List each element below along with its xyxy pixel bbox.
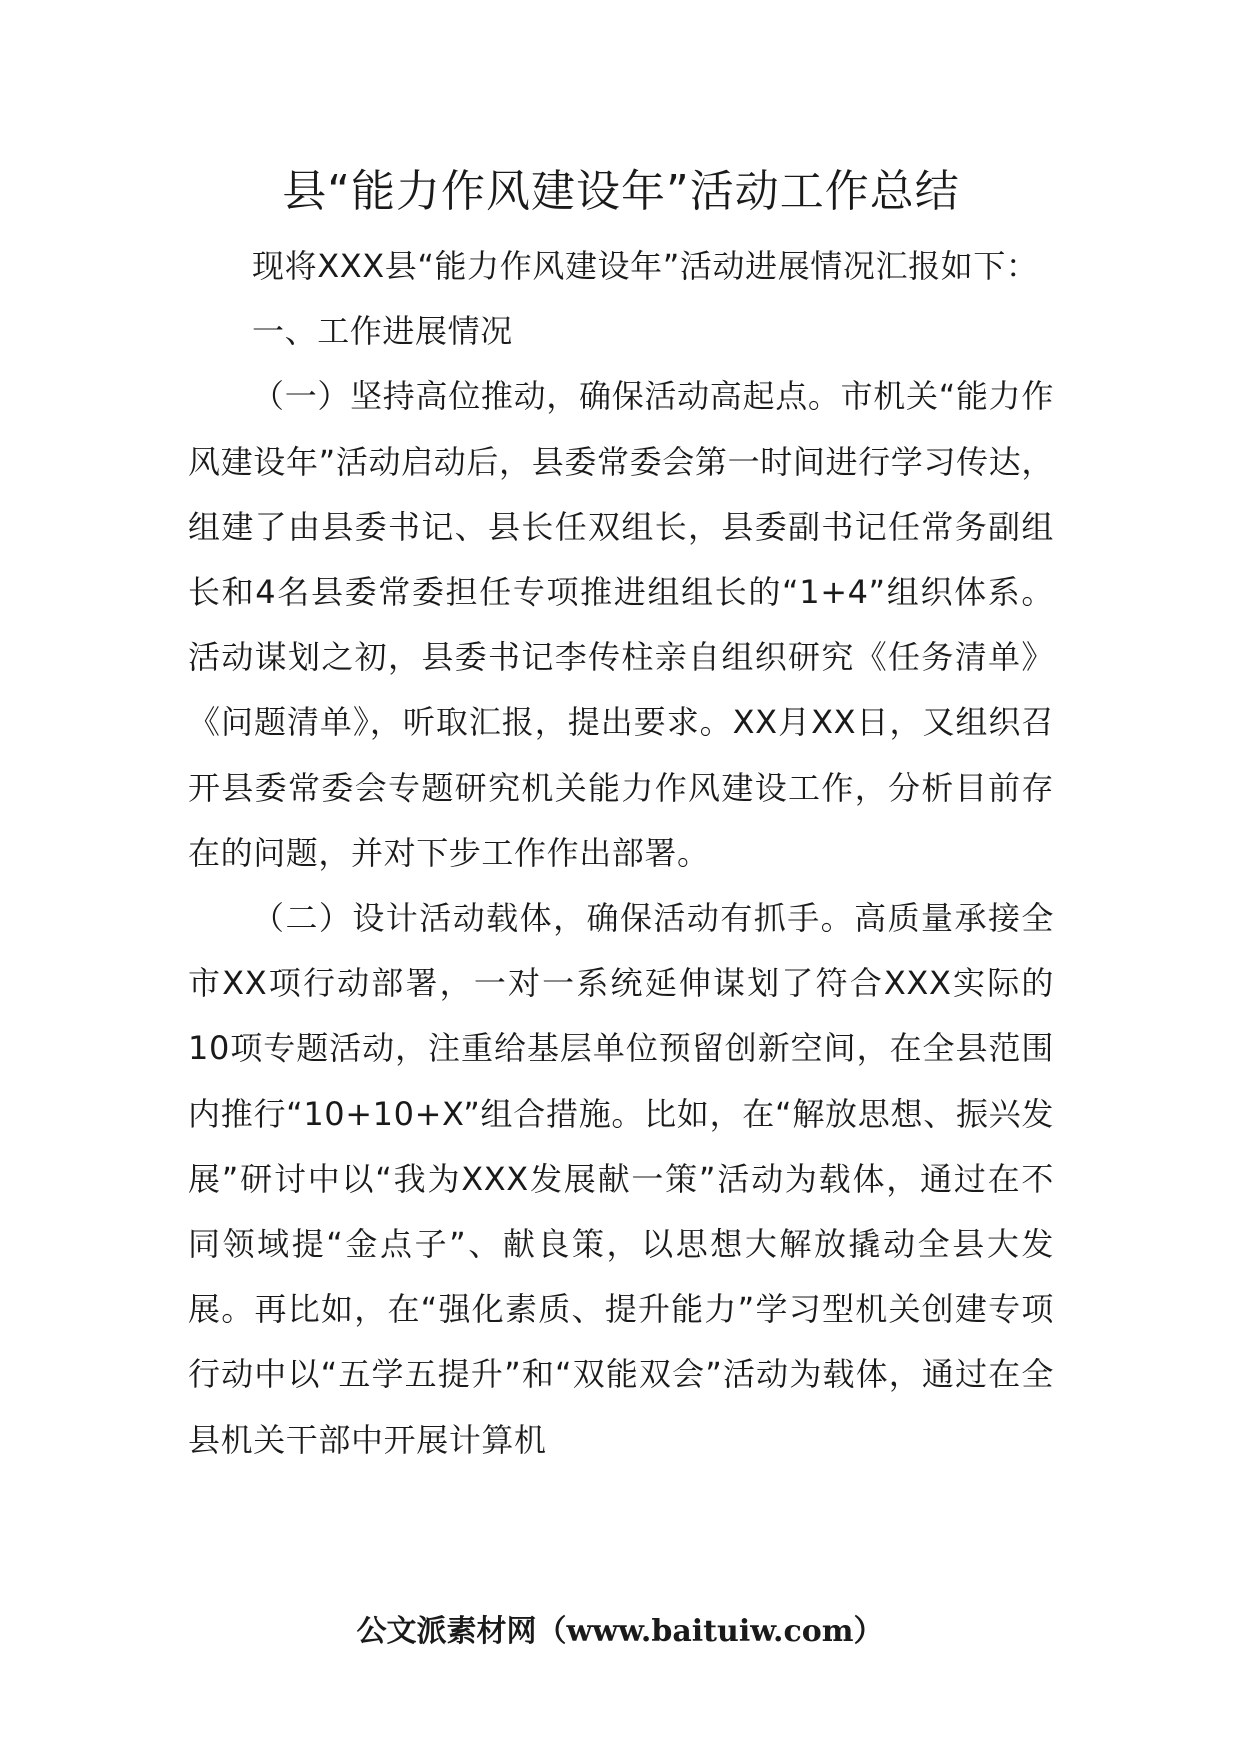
document-title: 县“能力作风建设年”活动工作总结: [282, 166, 960, 217]
intro-paragraph: 现将XXX县“能力作风建设年”活动进展情况汇报如下：: [252, 247, 1039, 285]
body-paragraph: （一）坚持高位推动，确保活动高起点。市机关“能力作风建设年”活动启动后，县委常委会第一时间进行学习传达，组建了由县委书记、县长任双组长，县委副书记任常务副组长和4名县委常委担任专项推进组组长的“1+4”组织体系。活动谋划之初，县委书记李传柱亲自组织研究《任务清单》《问题清单》，听取汇报，提出要求。XX月XX日，又组织召开县委常委会专题研究机关能力作风建设工作，分析目前存在的问题，并对下步工作作出部署。: [188, 377, 1054, 872]
section-heading: 一、工作进展情况: [252, 312, 513, 351]
document-body: [188, 234, 1054, 1473]
footer-watermark: 公文派素材网（www.baituiw.com）: [356, 1614, 884, 1649]
body-paragraph: （二）设计活动载体，确保活动有抓手。高质量承接全市XX项行动部署，一对一系统延伸谋划了符合XXX实际的10项专题活动，注重给基层单位预留创新空间，在全县范围内推行“10+10+X”组合措施。比如，在“解放思想、振兴发展”研讨中以“我为XXX发展献一策”活动为载体，通过在不同领域提“金点子”、献良策，以思想大解放撬动全县大发展。再比如，在“强化素质、提升能力”学习型机关创建专项行动中以“五学五提升”和“双能双会”活动为载体，通过在全县机关干部中开展计算机: [188, 899, 1054, 1459]
